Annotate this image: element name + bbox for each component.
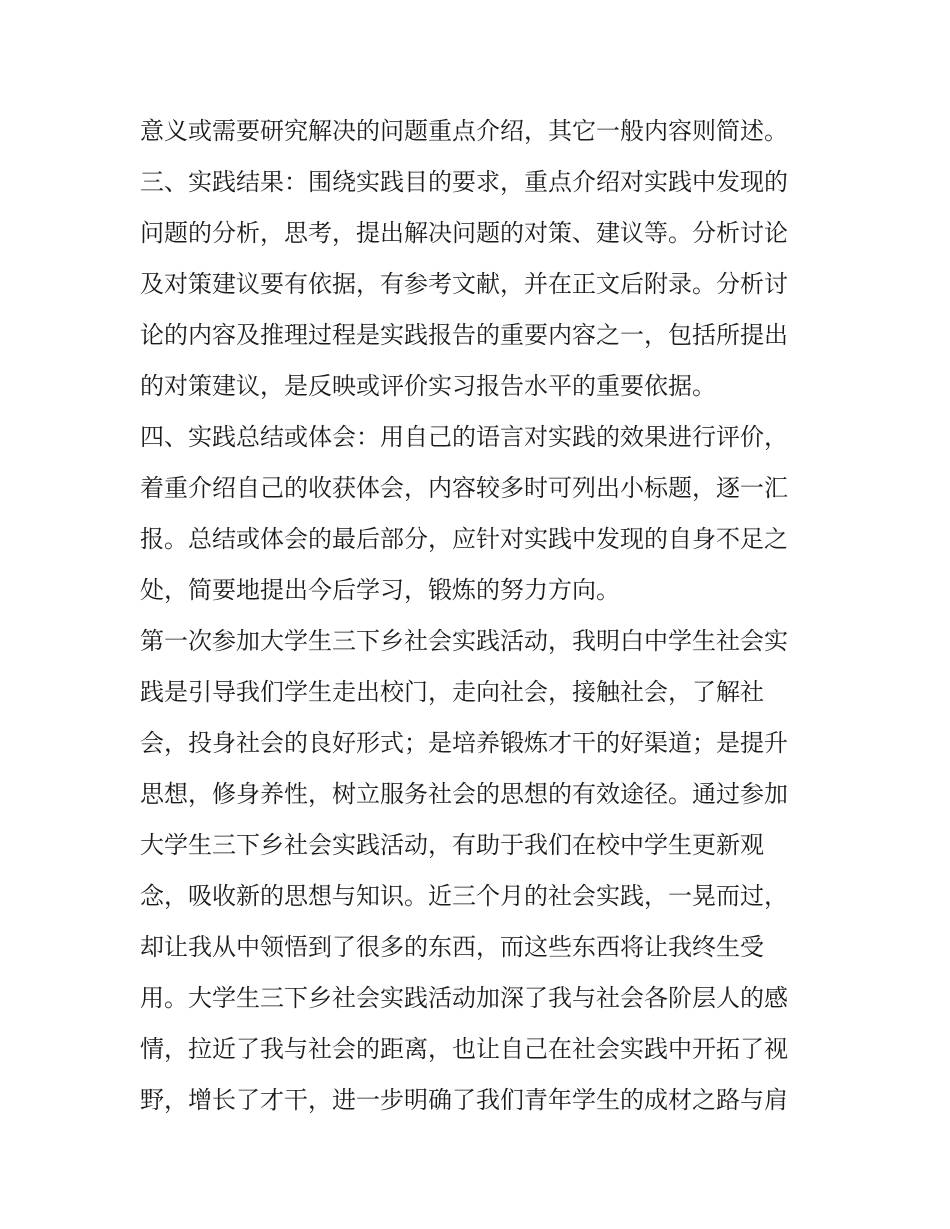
text-line: 处，简要地提出今后学习，锻炼的努力方向。 bbox=[140, 576, 620, 604]
text-line: 第一次参加大学生三下乡社会实践活动，我明白中学生社会实 bbox=[140, 627, 788, 655]
text-line: 却让我从中领悟到了很多的东西，而这些东西将让我终生受 bbox=[140, 933, 764, 961]
text-line: 三、实践结果：围绕实践目的要求，重点介绍对实践中发现的 bbox=[140, 168, 788, 196]
text-line: 着重介绍自己的收获体会，内容较多时可列出小标题，逐一汇 bbox=[140, 474, 788, 502]
text-line: 的对策建议，是反映或评价实习报告水平的重要依据。 bbox=[140, 372, 716, 400]
text-line: 问题的分析，思考，提出解决问题的对策、建议等。分析讨论 bbox=[140, 219, 788, 247]
text-line: 践是引导我们学生走出校门，走向社会，接触社会，了解社 bbox=[140, 678, 764, 706]
text-line: 思想，修身养性，树立服务社会的思想的有效途径。通过参加 bbox=[140, 780, 788, 808]
text-line: 念，吸收新的思想与知识。近三个月的社会实践，一晃而过， bbox=[140, 882, 788, 910]
text-line: 论的内容及推理过程是实践报告的重要内容之一，包括所提出 bbox=[140, 321, 788, 349]
text-line: 会，投身社会的良好形式；是培养锻炼才干的好渠道；是提升 bbox=[140, 729, 788, 757]
text-line: 情，拉近了我与社会的距离，也让自己在社会实践中开拓了视 bbox=[140, 1035, 788, 1063]
text-line: 大学生三下乡社会实践活动，有助于我们在校中学生更新观 bbox=[140, 831, 764, 859]
text-line: 四、实践总结或体会：用自己的语言对实践的效果进行评价， bbox=[140, 423, 788, 451]
text-line: 及对策建议要有依据，有参考文献，并在正文后附录。分析讨 bbox=[140, 270, 788, 298]
text-line: 用。大学生三下乡社会实践活动加深了我与社会各阶层人的感 bbox=[140, 984, 788, 1012]
text-line: 报。总结或体会的最后部分，应针对实践中发现的自身不足之 bbox=[140, 525, 788, 553]
body-text bbox=[140, 106, 820, 1126]
text-line: 野，增长了才干，进一步明确了我们青年学生的成材之路与肩 bbox=[140, 1086, 788, 1114]
text-line: 意义或需要研究解决的问题重点介绍，其它一般内容则简述。 bbox=[140, 117, 788, 145]
